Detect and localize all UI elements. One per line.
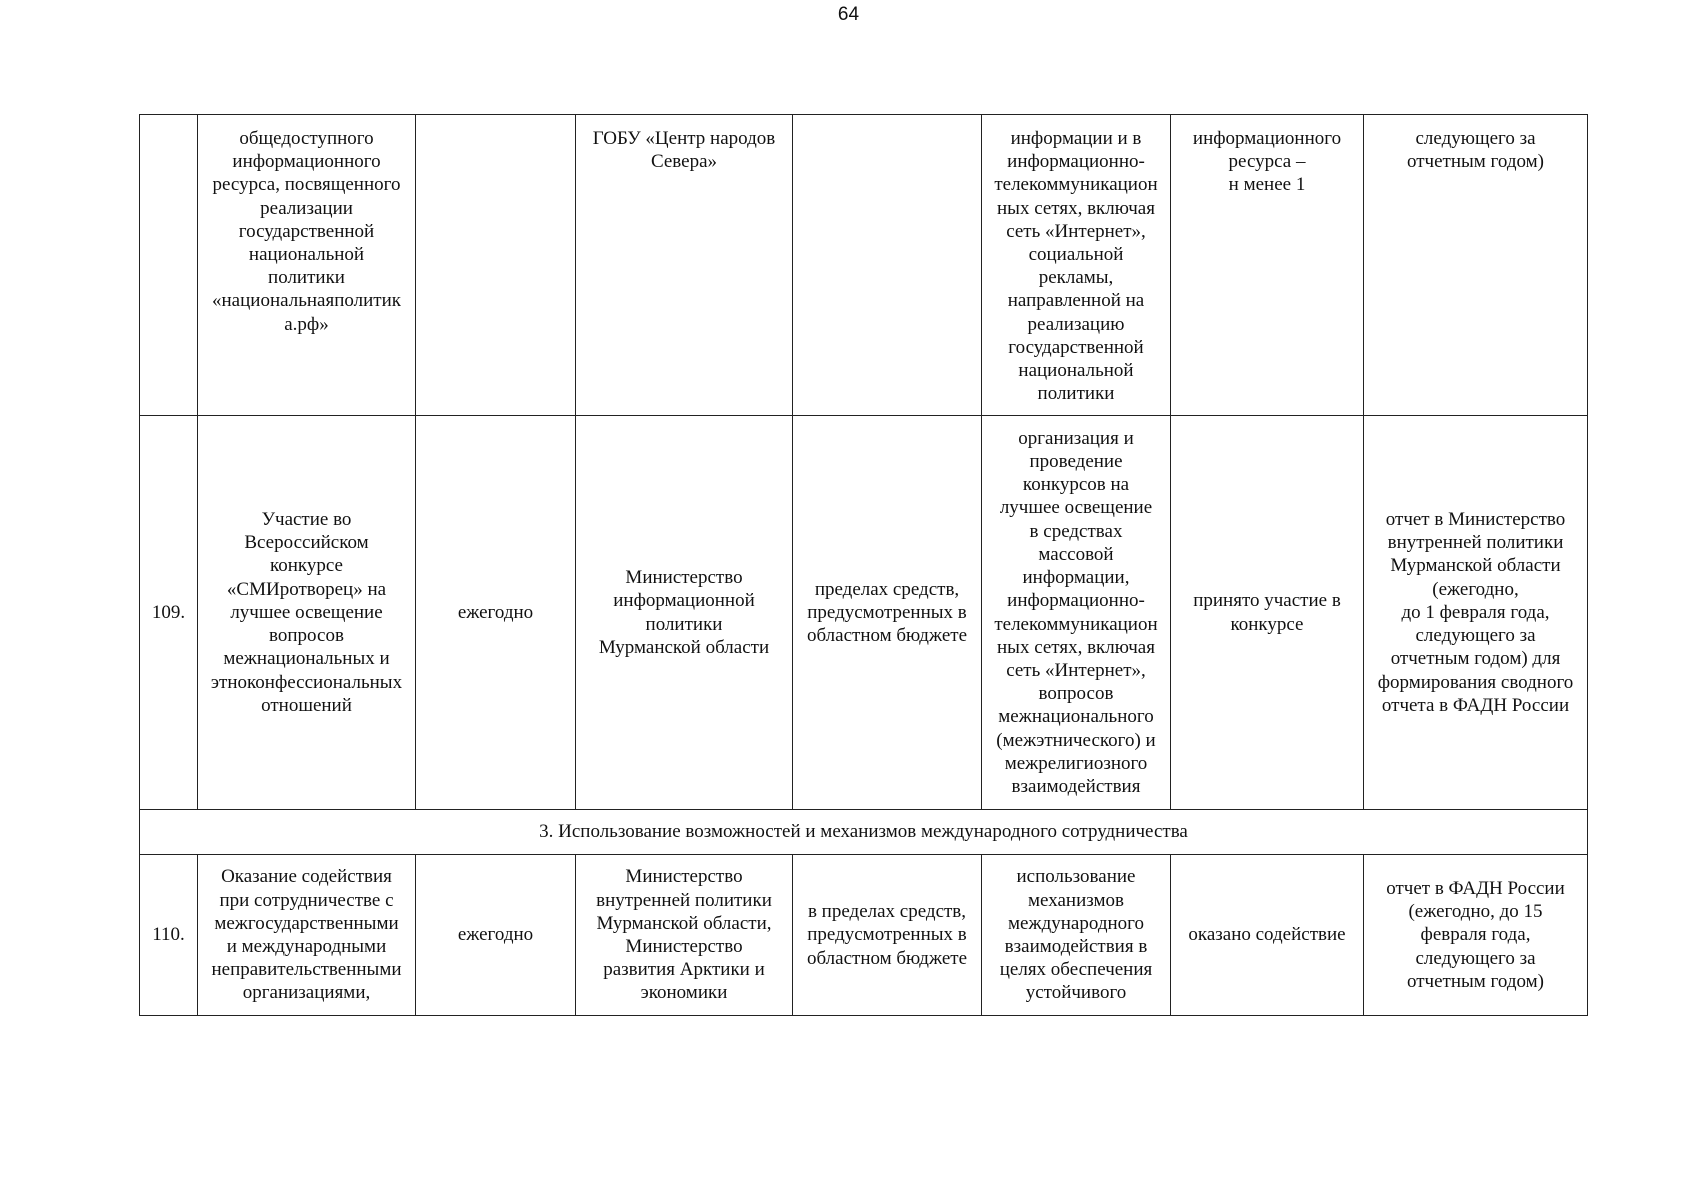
cell-line: использование bbox=[1016, 866, 1136, 888]
report-cell bbox=[1364, 115, 1588, 416]
cell-line: внутренней политики bbox=[1387, 532, 1564, 554]
cell-line: информации и в bbox=[1010, 128, 1142, 149]
cell-line: отчетным годом) bbox=[1407, 970, 1544, 992]
cell-line: информации, bbox=[1022, 567, 1130, 589]
cell-line: «национальнаяполитик bbox=[212, 290, 401, 312]
cell-line: отчет в Министерство bbox=[1385, 509, 1566, 531]
funding-cell bbox=[793, 855, 982, 1016]
cell-line: этноконфессиональных bbox=[210, 671, 403, 693]
indicator-cell bbox=[1171, 416, 1364, 810]
cell-line: и международными bbox=[226, 936, 387, 957]
cell-line: следующего за bbox=[1415, 625, 1536, 647]
cell-line: организациями, bbox=[242, 982, 371, 1004]
cell-line: международного bbox=[1008, 912, 1144, 934]
cell-line: отношений bbox=[261, 694, 352, 716]
cell-line: следующего за bbox=[1415, 128, 1536, 149]
cell-line: взаимодействия bbox=[1011, 775, 1141, 797]
cell-line: межнациональных и bbox=[223, 648, 390, 670]
cell-line: Мурманской области bbox=[1390, 555, 1561, 577]
cell-line: (ежегодно, bbox=[1432, 578, 1519, 600]
section-row bbox=[140, 810, 1588, 855]
cell-line: областном бюджете bbox=[806, 947, 968, 969]
cell-line: оказано содействие bbox=[1188, 924, 1346, 946]
cell-line: рекламы, bbox=[1038, 267, 1114, 289]
cell-line: реализацию bbox=[1027, 313, 1125, 335]
cell-line: информационно- bbox=[1007, 151, 1145, 173]
cell-line: Мурманской области bbox=[598, 636, 770, 658]
event-cell bbox=[198, 115, 416, 416]
cell-line: телекоммуникацион bbox=[994, 613, 1158, 635]
cell-line: отчетным годом) bbox=[1407, 151, 1544, 173]
cell-line: лучшее освещение bbox=[230, 601, 383, 623]
cell-line: Министерство bbox=[625, 866, 743, 888]
responsible-cell bbox=[576, 115, 793, 416]
cell-line: предусмотренных в bbox=[807, 924, 967, 946]
cell-line: (ежегодно, до 15 bbox=[1408, 901, 1543, 923]
row-number-cell: 110. bbox=[140, 855, 198, 1016]
cell-line: информационной bbox=[613, 590, 755, 612]
cell-line: общедоступного bbox=[239, 128, 374, 149]
cell-line: информационного bbox=[1192, 128, 1342, 149]
event-cell bbox=[198, 416, 416, 810]
plan-table bbox=[139, 114, 1588, 1016]
section-title: 3. Использование возможностей и механизмов международного сотрудничества bbox=[140, 810, 1588, 855]
direction-cell bbox=[982, 855, 1171, 1016]
page-number: 64 bbox=[837, 4, 860, 25]
cell-line: отчетным годом) для bbox=[1390, 648, 1561, 670]
cell-line: Участие во bbox=[261, 509, 352, 531]
cell-line: направленной на bbox=[1007, 290, 1145, 312]
cell-line: ресурса, посвященного bbox=[212, 174, 401, 196]
cell-line: при сотрудничестве с bbox=[219, 889, 394, 911]
cell-line: сеть «Интернет», bbox=[1006, 659, 1146, 681]
cell-line: вопросов bbox=[1038, 683, 1114, 705]
funding-cell bbox=[793, 416, 982, 810]
cell-line: политики bbox=[645, 613, 723, 635]
cell-line: Оказание содействия bbox=[221, 866, 392, 888]
cell-line: ных сетях, включая bbox=[997, 636, 1155, 658]
cell-line: проведение bbox=[1029, 451, 1123, 473]
responsible-cell bbox=[576, 855, 793, 1016]
cell-line: н менее 1 bbox=[1228, 174, 1306, 196]
cell-line: ежегодно bbox=[457, 924, 534, 946]
cell-line: конкурсов на bbox=[1022, 474, 1130, 496]
period-cell bbox=[416, 416, 576, 810]
cell-line: взаимодействия в bbox=[1004, 936, 1148, 957]
indicator-cell bbox=[1171, 855, 1364, 1016]
cell-line: социальной bbox=[1028, 244, 1124, 266]
cell-line: до 1 февраля года, bbox=[1401, 601, 1550, 623]
cell-line: пределах средств, bbox=[814, 578, 960, 600]
cell-line: национальной bbox=[248, 244, 365, 266]
table-row bbox=[140, 855, 1588, 1016]
cell-line: ресурса – bbox=[1228, 151, 1306, 173]
row-number-cell: 109. bbox=[140, 416, 198, 810]
cell-line: февраля года, bbox=[1420, 924, 1531, 946]
cell-line: следующего за bbox=[1415, 947, 1536, 969]
cell-line: конкурсе bbox=[1230, 613, 1304, 635]
cell-line: Севера» bbox=[650, 151, 718, 173]
cell-line: в средствах bbox=[1029, 520, 1123, 542]
cell-line: областном бюджете bbox=[806, 625, 968, 647]
period-cell bbox=[416, 115, 576, 416]
cell-line: принято участие в bbox=[1193, 590, 1341, 612]
cell-line: Всероссийском bbox=[244, 532, 369, 554]
cell-line: политики bbox=[268, 267, 345, 289]
cell-line: устойчивого bbox=[1025, 982, 1127, 1004]
cell-line: реализации bbox=[260, 197, 353, 219]
cell-line: лучшее освещение bbox=[999, 497, 1153, 519]
period-cell bbox=[416, 855, 576, 1016]
cell-line: ежегодно bbox=[457, 601, 534, 623]
cell-line: развития Арктики и bbox=[603, 959, 765, 981]
responsible-cell bbox=[576, 416, 793, 810]
cell-line: механизмов bbox=[1028, 889, 1124, 911]
cell-line: Мурманской области, bbox=[596, 912, 772, 934]
cell-line: предусмотренных в bbox=[807, 601, 967, 623]
row-number-cell bbox=[140, 115, 198, 416]
cell-line: отчета в ФАДН России bbox=[1381, 694, 1570, 716]
cell-line: внутренней политики bbox=[596, 889, 772, 911]
cell-line: информационно- bbox=[1007, 590, 1145, 612]
funding-cell bbox=[793, 115, 982, 416]
report-cell bbox=[1364, 416, 1588, 810]
table-row bbox=[140, 115, 1588, 416]
report-cell bbox=[1364, 855, 1588, 1016]
cell-line: целях обеспечения bbox=[999, 959, 1153, 981]
cell-line: Министерство bbox=[625, 567, 743, 589]
direction-cell bbox=[982, 115, 1171, 416]
cell-line: вопросов bbox=[269, 625, 344, 647]
table-row bbox=[140, 416, 1588, 810]
cell-line: межгосударственными bbox=[214, 912, 399, 934]
cell-line: организация и bbox=[1018, 427, 1134, 449]
cell-line: Министерство bbox=[625, 936, 743, 957]
cell-line: сеть «Интернет», bbox=[1006, 220, 1146, 242]
indicator-cell bbox=[1171, 115, 1364, 416]
cell-line: массовой bbox=[1038, 543, 1114, 565]
cell-line: экономики bbox=[640, 982, 728, 1004]
cell-line: неправительственными bbox=[211, 959, 402, 981]
cell-line: политики bbox=[1037, 383, 1115, 405]
cell-line: государственной bbox=[238, 220, 375, 242]
cell-line: «СМИротворец» на bbox=[226, 578, 387, 600]
cell-line: (межэтнического) и bbox=[996, 729, 1156, 751]
cell-line: в пределах средств, bbox=[807, 901, 967, 923]
cell-line: национальной bbox=[1018, 360, 1134, 382]
cell-line: формирования сводного bbox=[1377, 671, 1574, 693]
cell-line: ных сетях, включая bbox=[997, 197, 1155, 219]
cell-line: телекоммуникацион bbox=[994, 174, 1158, 196]
event-cell bbox=[198, 855, 416, 1016]
cell-line: ГОБУ «Центр народов bbox=[592, 128, 776, 149]
cell-line: межрелигиозного bbox=[1004, 752, 1148, 774]
direction-cell bbox=[982, 416, 1171, 810]
cell-line: межнационального bbox=[998, 706, 1154, 728]
cell-line: отчет в ФАДН России bbox=[1386, 877, 1565, 899]
cell-line: конкурсе bbox=[270, 555, 343, 577]
cell-line: а.рф» bbox=[284, 313, 329, 335]
cell-line: информационного bbox=[232, 151, 381, 173]
cell-line: государственной bbox=[1008, 336, 1144, 358]
